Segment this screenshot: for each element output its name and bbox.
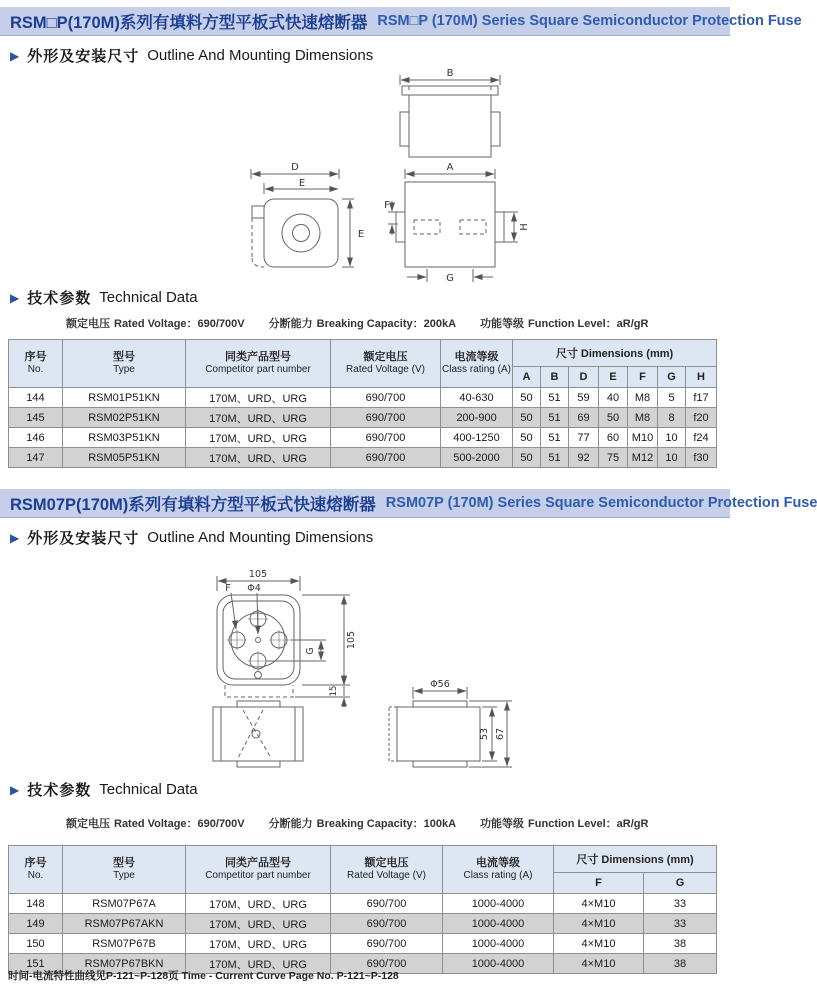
dim-label-b: B xyxy=(446,68,454,79)
dim-col-f: F xyxy=(628,367,658,388)
dim-label-f: F xyxy=(225,583,231,594)
col-header-zh: 额定电压 xyxy=(363,351,408,363)
spec-breaking-capacity xyxy=(269,315,456,331)
col-header-dimensions: 尺寸 Dimensions (mm) xyxy=(513,340,717,367)
footer-note-en: Time - Current Curve Page No. P-121~P-128 xyxy=(181,970,399,982)
table-cell: 170M、URD、URG xyxy=(186,388,331,408)
table-cell: 51 xyxy=(541,388,569,408)
table-cell: 170M、URD、URG xyxy=(186,894,331,914)
section-tech-2 xyxy=(10,779,198,800)
spec-label-en: Function Level： xyxy=(528,818,617,830)
col-header-en: Class rating (A) xyxy=(463,870,533,881)
table-cell: 170M、URD、URG xyxy=(186,408,331,428)
table-cell: 8 xyxy=(658,408,686,428)
spec-breaking-capacity xyxy=(269,815,456,831)
col-header-zh: 序号 xyxy=(24,351,47,363)
table-cell: 33 xyxy=(644,914,717,934)
table-cell: 50 xyxy=(513,428,541,448)
table-cell: 40 xyxy=(599,388,628,408)
col-header-en: No. xyxy=(27,870,44,881)
dim-col-e: E xyxy=(599,367,628,388)
table-cell: RSM07P67BKN xyxy=(63,954,186,974)
col-header-no xyxy=(9,846,63,894)
table-cell: 50 xyxy=(599,408,628,428)
table-cell: 144 xyxy=(9,388,63,408)
table-cell: 690/700 xyxy=(331,448,441,468)
spec-function-level xyxy=(480,315,648,331)
table-cell: 50 xyxy=(513,388,541,408)
dim-label-105-right: 105 xyxy=(346,630,357,650)
col-header-type xyxy=(63,846,186,894)
drawing1-geometry xyxy=(251,75,518,282)
technical-table-2 xyxy=(8,845,717,974)
col-header-en: Rated Voltage (V) xyxy=(346,364,425,375)
table-cell: 500-2000 xyxy=(441,448,513,468)
table-cell: f24 xyxy=(686,428,717,448)
table-cell: 33 xyxy=(644,894,717,914)
table-cell: 1000-4000 xyxy=(443,934,554,954)
table-cell: 69 xyxy=(569,408,599,428)
table-cell: RSM07P67B xyxy=(63,934,186,954)
col-header-zh: 型号 xyxy=(113,857,135,869)
table-cell: 1000-4000 xyxy=(443,914,554,934)
outline-drawing-2 xyxy=(0,555,730,775)
table-cell: M8 xyxy=(628,388,658,408)
spec-rated-voltage xyxy=(66,315,245,331)
section-tech-1 xyxy=(10,287,198,308)
col-header-zh: 电流等级 xyxy=(454,351,499,363)
table-row xyxy=(9,914,717,934)
col-header-zh: 电流等级 xyxy=(476,857,520,869)
banner2-title-zh: RSM07P(170M)系列有填料方型平板式快速熔断器 xyxy=(10,496,376,514)
table-cell: 200-900 xyxy=(441,408,513,428)
table-cell: 690/700 xyxy=(331,914,443,934)
table-cell: 148 xyxy=(9,894,63,914)
spec-label-en: Breaking Capacity： xyxy=(316,318,424,330)
dim-label-e-right: E xyxy=(357,229,365,240)
table-cell: 690/700 xyxy=(331,894,443,914)
table-cell: 149 xyxy=(9,914,63,934)
col-header-zh: 型号 xyxy=(113,351,135,363)
banner2-title-en: RSM07P (170M) Series Square Semiconductor Protection Fuse xyxy=(385,495,817,511)
col-header-type xyxy=(63,340,186,388)
table-cell: 50 xyxy=(513,448,541,468)
table-cell: 5 xyxy=(658,388,686,408)
spec-label-zh: 功能等级 xyxy=(480,318,525,330)
spec-line-2 xyxy=(66,815,648,831)
section-outline-zh: 外形及安装尺寸 xyxy=(27,530,140,547)
col-header-voltage xyxy=(331,846,443,894)
col-header-en: No. xyxy=(27,364,44,375)
table-cell: RSM01P51KN xyxy=(63,388,186,408)
col-header-zh: 额定电压 xyxy=(364,857,409,869)
table-cell: 690/700 xyxy=(331,388,441,408)
dim-label-e-top: E xyxy=(298,178,306,189)
table-cell: 10 xyxy=(658,428,686,448)
dim-label-g: G xyxy=(446,273,454,284)
spec-rated-voltage xyxy=(66,815,245,831)
section-marker-icon: ▶ xyxy=(10,48,20,63)
dim-label-g: G xyxy=(305,647,316,655)
table-cell: 400-1250 xyxy=(441,428,513,448)
col-header-rating xyxy=(441,340,513,388)
table-cell: 59 xyxy=(569,388,599,408)
col-header-zh: 同类产品型号 xyxy=(225,351,291,363)
table-cell: 690/700 xyxy=(331,954,443,974)
series-banner-1 xyxy=(0,7,802,36)
col-header-voltage xyxy=(331,340,441,388)
table-row xyxy=(9,388,717,408)
spec-value: aR/gR xyxy=(616,818,649,830)
table-cell: 690/700 xyxy=(331,408,441,428)
table-row xyxy=(9,408,717,428)
spec-label-zh: 分断能力 xyxy=(268,318,313,330)
spec-value: 200kA xyxy=(423,318,457,330)
drawing2-geometry xyxy=(213,576,512,767)
table-cell: 1000-4000 xyxy=(443,954,554,974)
table-cell: 38 xyxy=(644,934,717,954)
col-header-en: Type xyxy=(113,364,135,375)
table-cell: f17 xyxy=(686,388,717,408)
table-cell: 170M、URD、URG xyxy=(186,914,331,934)
table-cell: M12 xyxy=(628,448,658,468)
spec-value: aR/gR xyxy=(616,318,649,330)
drawing1-labels xyxy=(291,68,530,284)
section-tech-en: Technical Data xyxy=(99,289,198,306)
col-header-competitor xyxy=(186,846,331,894)
dim-col-b: B xyxy=(541,367,569,388)
table2-body xyxy=(9,894,717,974)
spec-label-en: Function Level： xyxy=(528,318,617,330)
dim-col-g: G xyxy=(644,873,717,894)
col-header-rating xyxy=(443,846,554,894)
section-outline-en: Outline And Mounting Dimensions xyxy=(147,529,374,546)
dim-label-phi56: Φ56 xyxy=(430,679,450,690)
table-cell: RSM07P67A xyxy=(63,894,186,914)
spec-label-zh: 分断能力 xyxy=(268,818,313,830)
table-cell: 146 xyxy=(9,428,63,448)
table1-body xyxy=(9,388,717,468)
spec-value: 690/700V xyxy=(197,818,245,830)
table-row xyxy=(9,934,717,954)
section-outline-en: Outline And Mounting Dimensions xyxy=(147,47,374,64)
table-cell: 151 xyxy=(9,954,63,974)
section-tech-zh: 技术参数 xyxy=(27,290,92,307)
table-cell: 4×M10 xyxy=(554,914,644,934)
table-cell: 170M、URD、URG xyxy=(186,428,331,448)
table-cell: 38 xyxy=(644,954,717,974)
dim-col-h: H xyxy=(686,367,717,388)
col-header-competitor xyxy=(186,340,331,388)
series-banner-2 xyxy=(0,489,817,518)
col-header-en: Competitor part number xyxy=(205,870,311,881)
dim-col-d: D xyxy=(569,367,599,388)
col-header-en: Class rating (A) xyxy=(442,364,511,375)
table-cell: 4×M10 xyxy=(554,954,644,974)
dim-label-phi4: Φ4 xyxy=(247,583,261,594)
table-cell: f30 xyxy=(686,448,717,468)
table-cell: 1000-4000 xyxy=(443,894,554,914)
col-header-dimensions: 尺寸 Dimensions (mm) xyxy=(554,846,717,873)
outline-drawing-1 xyxy=(0,62,730,287)
table-cell: 170M、URD、URG xyxy=(186,934,331,954)
section-tech-en: Technical Data xyxy=(99,781,198,798)
technical-table-1 xyxy=(8,339,717,468)
table-row xyxy=(9,894,717,914)
table-cell: 170M、URD、URG xyxy=(186,448,331,468)
table-cell: 50 xyxy=(513,408,541,428)
table-cell: 690/700 xyxy=(331,428,441,448)
table-cell: f20 xyxy=(686,408,717,428)
dim-label-h: H xyxy=(519,223,530,231)
dim-label-a: A xyxy=(446,162,454,173)
banner1-title-zh: RSM□P(170M)系列有填料方型平板式快速熔断器 xyxy=(10,14,368,32)
section-outline-zh: 外形及安装尺寸 xyxy=(27,48,140,65)
table-cell: 92 xyxy=(569,448,599,468)
section-outline-2 xyxy=(10,527,373,548)
spec-value: 690/700V xyxy=(197,318,245,330)
dim-label-53: 53 xyxy=(479,727,490,741)
spec-line-1 xyxy=(66,315,648,331)
table-cell: 170M、URD、URG xyxy=(186,954,331,974)
spec-label-zh: 额定电压 xyxy=(66,318,110,330)
table-cell: 147 xyxy=(9,448,63,468)
dim-col-f: F xyxy=(554,873,644,894)
table-cell: 4×M10 xyxy=(554,934,644,954)
spec-label-zh: 功能等级 xyxy=(480,818,525,830)
table-cell: 40-630 xyxy=(441,388,513,408)
spec-label-en: Rated Voltage： xyxy=(114,318,198,330)
dim-col-g: G xyxy=(658,367,686,388)
dim-col-a: A xyxy=(513,367,541,388)
table-cell: RSM05P51KN xyxy=(63,448,186,468)
table-cell: 60 xyxy=(599,428,628,448)
col-header-zh: 序号 xyxy=(24,857,47,869)
col-header-zh: 同类产品型号 xyxy=(225,857,291,869)
section-marker-icon: ▶ xyxy=(10,290,20,305)
table-cell: 77 xyxy=(569,428,599,448)
table-cell: 150 xyxy=(9,934,63,954)
table-cell: 4×M10 xyxy=(554,894,644,914)
spec-function-level xyxy=(480,815,648,831)
dim-label-15: 15 xyxy=(329,685,339,697)
col-header-no xyxy=(9,340,63,388)
table-cell: 51 xyxy=(541,428,569,448)
banner1-title-en: RSM□P (170M) Series Square Semiconductor Protection Fuse xyxy=(377,13,802,29)
table-row xyxy=(9,428,717,448)
table-cell: RSM03P51KN xyxy=(63,428,186,448)
spec-value: 100kA xyxy=(423,818,457,830)
table-cell: 51 xyxy=(541,448,569,468)
col-header-en: Competitor part number xyxy=(205,364,311,375)
table-cell: 10 xyxy=(658,448,686,468)
table-cell: M8 xyxy=(628,408,658,428)
table-cell: 145 xyxy=(9,408,63,428)
footer-note-zh: 时间-电流特性曲线见P-121~P-128页 xyxy=(8,970,179,982)
dim-label-d: D xyxy=(291,162,299,173)
table-cell: 690/700 xyxy=(331,934,443,954)
spec-label-en: Rated Voltage： xyxy=(114,818,198,830)
table-cell: RSM02P51KN xyxy=(63,408,186,428)
spec-label-zh: 额定电压 xyxy=(66,818,110,830)
table-cell: 75 xyxy=(599,448,628,468)
table-cell: M10 xyxy=(628,428,658,448)
dim-label-67: 67 xyxy=(495,727,506,741)
section-marker-icon: ▶ xyxy=(10,782,20,797)
section-marker-icon: ▶ xyxy=(10,530,20,545)
col-header-en: Type xyxy=(113,870,135,881)
table-cell: 51 xyxy=(541,408,569,428)
page-footer xyxy=(8,968,399,983)
table-row xyxy=(9,448,717,468)
spec-label-en: Breaking Capacity： xyxy=(316,818,424,830)
section-tech-zh: 技术参数 xyxy=(27,782,92,799)
dim-label-105-top: 105 xyxy=(248,569,268,580)
table-cell: RSM07P67AKN xyxy=(63,914,186,934)
dim-label-f: F xyxy=(384,200,390,211)
col-header-en: Rated Voltage (V) xyxy=(347,870,426,881)
